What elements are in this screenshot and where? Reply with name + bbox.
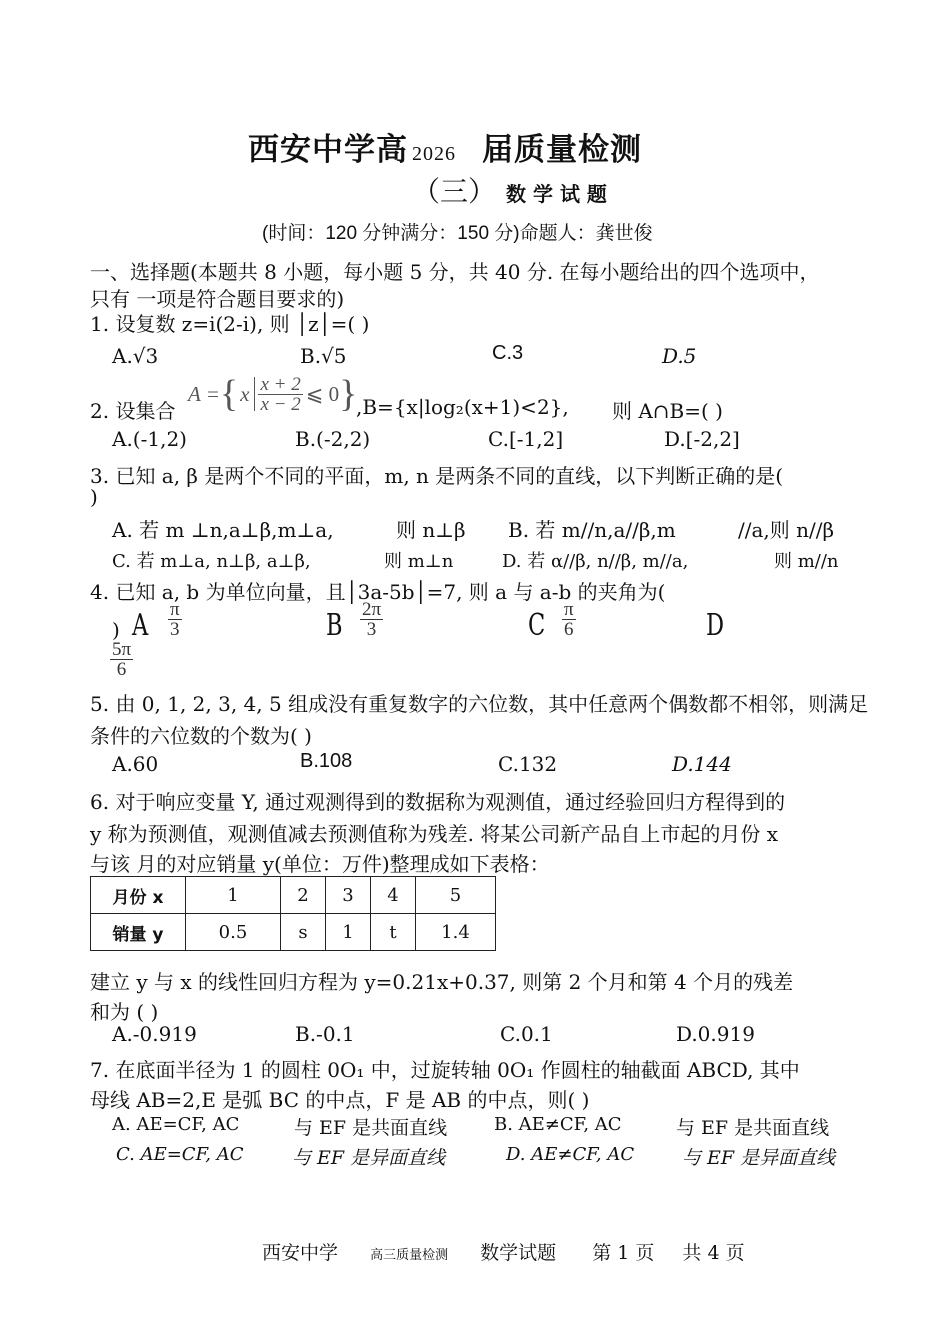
q6-stem-line3: 与该 月的对应销量 y(单位：万件)整理成如下表格： bbox=[90, 852, 550, 876]
q3-option-a-part1: A. 若 m ⊥n,a⊥β,m⊥a, bbox=[112, 518, 334, 542]
q4-option-b-num: 2π bbox=[362, 599, 382, 620]
exam-info: (时间：120 分钟满分：150 分)命题人：龚世俊 bbox=[262, 223, 653, 244]
title-year: 2026 bbox=[412, 143, 456, 165]
footer-total: 共 4 页 bbox=[682, 1242, 745, 1264]
section-heading-line1: 一、选择题(本题共 8 小题，每小题 5 分，共 40 分. 在每小题给出的四个选项中， bbox=[90, 260, 820, 284]
q1-option-d: D.5 bbox=[662, 344, 697, 368]
table-row bbox=[91, 914, 496, 951]
q4-option-a-den: 3 bbox=[170, 619, 180, 640]
table-header-month: 月份 x bbox=[91, 877, 186, 914]
q5-stem-line1: 5. 由 0, 1, 2, 3, 4, 5 组成没有重复数字的六位数，其中任意两个偶数都不相邻，则满足 bbox=[90, 692, 869, 716]
q2-option-c: C.[-1,2] bbox=[488, 427, 564, 451]
table-cell: 3 bbox=[326, 877, 371, 914]
q7-stem-line1: 7. 在底面半径为 1 的圆柱 0O₁ 中，过旋转轴 0O₁ 作圆柱的轴截面 ABCD, 其中 bbox=[90, 1058, 800, 1082]
table-cell: 5 bbox=[416, 877, 496, 914]
q4-label-a: A bbox=[132, 608, 149, 643]
exam-title bbox=[248, 124, 642, 169]
q4-stem-close: ) bbox=[112, 618, 120, 642]
q2-set-var: x bbox=[240, 381, 250, 406]
table-cell: t bbox=[371, 914, 416, 951]
q2-stem-end: 则 A∩B=( ) bbox=[612, 399, 723, 423]
q1-stem: 1. 设复数 z=i(2-i), 则 │z│=( ) bbox=[90, 312, 370, 336]
q7-option-d-part1: D. AE≠CF, AC bbox=[506, 1144, 635, 1165]
q4-label-c: C bbox=[528, 608, 546, 643]
q4-stem: 4. 已知 a, b 为单位向量，且│3a-5b│=7, 则 a 与 a-b 的夹角为( bbox=[90, 580, 666, 604]
q6-option-d: D.0.919 bbox=[676, 1022, 755, 1046]
title-part1: 西安中学高 bbox=[248, 132, 408, 168]
q6-stem-line2: y 称为预测值，观测值减去预测值称为残差. 将某公司新产品自上市起的月份 x bbox=[90, 822, 779, 846]
table-cell: 4 bbox=[371, 877, 416, 914]
title-part2: 届质量检测 bbox=[482, 132, 642, 168]
q4-label-b: B bbox=[326, 608, 343, 643]
page-footer bbox=[262, 1238, 745, 1265]
table-cell: 2 bbox=[281, 877, 326, 914]
q7-option-d-part2: 与 EF 是异面直线 bbox=[682, 1147, 836, 1169]
table-cell: 1.4 bbox=[416, 914, 496, 951]
table-row bbox=[91, 877, 496, 914]
q3-option-b-part1: B. 若 m//n,a//β,m bbox=[508, 518, 676, 542]
exam-subtitle bbox=[412, 170, 607, 210]
footer-exam: 高三质量检测 bbox=[370, 1248, 449, 1263]
q4-option-d-num: 5π bbox=[112, 639, 132, 660]
q7-option-a-part1: A. AE=CF, AC bbox=[112, 1114, 240, 1135]
table-cell: 0.5 bbox=[186, 914, 281, 951]
q3-option-a-part2: 则 n⊥β bbox=[396, 518, 466, 542]
q2-option-b: B.(-2,2) bbox=[295, 427, 371, 451]
q3-option-c-part1: C. 若 m⊥a, n⊥β, a⊥β, bbox=[112, 551, 311, 572]
q4-option-c-num: π bbox=[564, 599, 574, 620]
q4-option-c-fraction bbox=[562, 600, 576, 639]
q2-option-a: A.(-1,2) bbox=[112, 427, 187, 451]
q4-option-d-fraction bbox=[110, 640, 133, 679]
q6-option-b: B.-0.1 bbox=[295, 1022, 355, 1046]
q5-option-a: A.60 bbox=[112, 752, 159, 776]
q5-option-c: C.132 bbox=[498, 752, 558, 776]
q5-stem-line2: 条件的六位数的个数为( ) bbox=[90, 724, 312, 748]
q3-option-c-part2: 则 m⊥n bbox=[384, 551, 454, 572]
q7-option-b-part1: B. AE≠CF, AC bbox=[494, 1114, 622, 1135]
q3-option-b-part2: //a,则 n//β bbox=[738, 518, 835, 542]
q7-option-c-part2: 与 EF 是异面直线 bbox=[292, 1147, 446, 1169]
q2-frac-den: x − 2 bbox=[260, 393, 301, 415]
q2-stem-start: 2. 设集合 bbox=[90, 399, 176, 423]
q2-set-expression: A = { x $\frac{x + 2}{x - 2}$ ⩽ 0 } bbox=[188, 373, 358, 415]
q4-label-d: D bbox=[706, 608, 725, 643]
table-header-sales: 销量 y bbox=[91, 914, 186, 951]
q3-option-d-part1: D. 若 α//β, n//β, m//a, bbox=[502, 551, 689, 572]
q2-set-lhs: A = bbox=[188, 381, 220, 406]
q2-set-fraction bbox=[258, 375, 302, 414]
q4-option-b-fraction bbox=[360, 600, 383, 639]
q6-after-line2: 和为 ( ) bbox=[90, 1000, 159, 1024]
q5-option-b: B.108 bbox=[300, 750, 353, 772]
q7-option-b-part2: 与 EF 是共面直线 bbox=[676, 1117, 830, 1139]
q4-option-a-num: π bbox=[170, 599, 180, 620]
q4-option-d-den: 6 bbox=[116, 659, 127, 680]
q4-option-b-den: 3 bbox=[366, 619, 377, 640]
footer-page: 第 1 页 bbox=[592, 1242, 655, 1264]
q2-stem-set-b: ,B={x|log₂(x+1)<2}, bbox=[356, 395, 569, 419]
section-heading-line2: 只有 一项是符合题目要求的) bbox=[90, 287, 345, 311]
q3-stem-line1: 3. 已知 a, β 是两个不同的平面，m, n 是两条不同的直线，以下判断正确的是( bbox=[90, 464, 784, 488]
q7-option-c-part1: C. AE=CF, AC bbox=[116, 1144, 244, 1165]
q1-option-b: B.√5 bbox=[300, 344, 347, 368]
q7-option-a-part2: 与 EF 是共面直线 bbox=[294, 1117, 448, 1139]
q2-frac-num: x + 2 bbox=[260, 373, 301, 395]
footer-subject: 数学试题 bbox=[480, 1242, 557, 1264]
table-cell: s bbox=[281, 914, 326, 951]
footer-school: 西安中学 bbox=[262, 1242, 339, 1264]
q6-option-a: A.-0.919 bbox=[112, 1022, 197, 1046]
q6-option-c: C.0.1 bbox=[500, 1022, 553, 1046]
q6-stem-line1: 6. 对于响应变量 Y, 通过观测得到的数据称为观测值，通过经验回归方程得到的 bbox=[90, 790, 786, 814]
q1-option-a: A.√3 bbox=[112, 344, 159, 368]
table-cell: 1 bbox=[326, 914, 371, 951]
q6-after-line1: 建立 y 与 x 的线性回归方程为 y=0.21x+0.37, 则第 2 个月和第 4 个月的残差 bbox=[90, 970, 794, 994]
q5-option-d: D.144 bbox=[672, 752, 732, 776]
q1-option-c: C.3 bbox=[492, 342, 524, 364]
q2-set-rel: ⩽ 0 bbox=[305, 381, 340, 406]
q4-option-c-den: 6 bbox=[564, 619, 574, 640]
subtitle-number: （三） bbox=[412, 175, 497, 208]
subtitle-text: 数 学 试 题 bbox=[506, 182, 607, 206]
q3-stem-line2: ) bbox=[90, 485, 98, 509]
q7-stem-line2: 母线 AB=2,E 是弧 BC 的中点，F 是 AB 的中点，则( ) bbox=[90, 1088, 590, 1112]
q3-option-d-part2: 则 m//n bbox=[774, 551, 839, 572]
q4-option-a-fraction bbox=[168, 600, 182, 639]
q2-option-d: D.[-2,2] bbox=[664, 427, 740, 451]
q6-data-table bbox=[90, 876, 496, 951]
table-cell: 1 bbox=[186, 877, 281, 914]
